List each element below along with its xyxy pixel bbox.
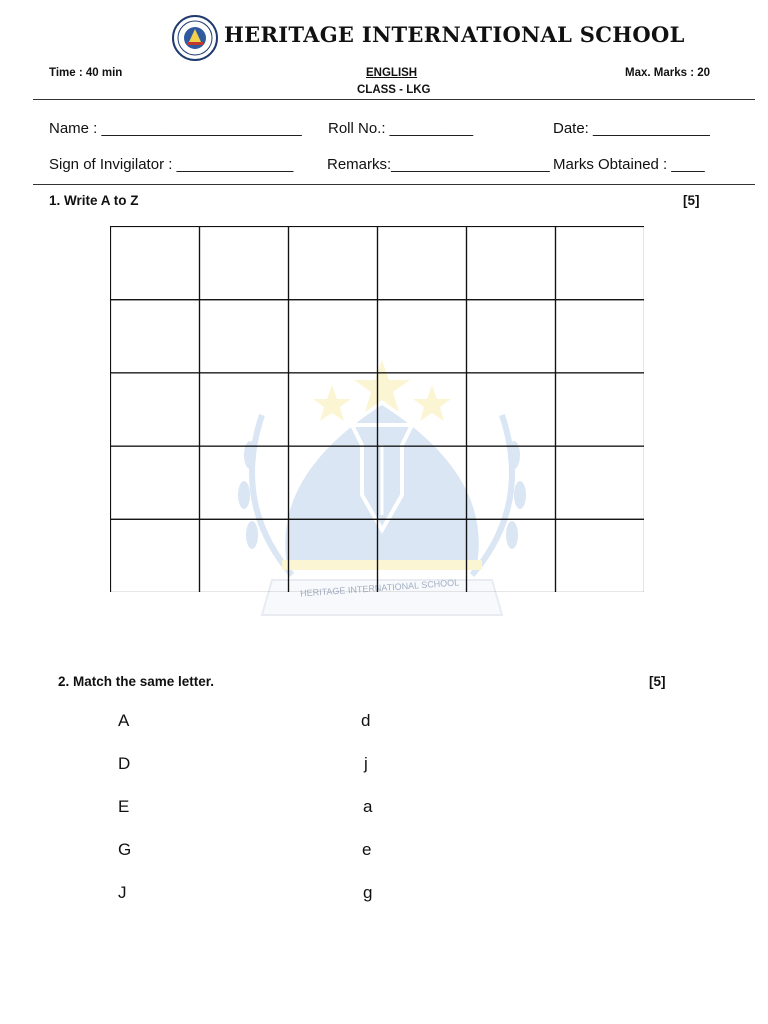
- school-logo-icon: [172, 15, 218, 61]
- right-letter: a: [363, 797, 373, 816]
- grid-cell: [556, 373, 645, 446]
- alphabet-writing-grid: [110, 226, 644, 592]
- grid-cell: [467, 446, 556, 519]
- grid-cell: [556, 300, 645, 373]
- grid-cell: [200, 227, 289, 300]
- name-field: Name : ________________________: [49, 120, 302, 137]
- right-letter: e: [362, 840, 372, 859]
- grid-cell: [467, 300, 556, 373]
- grid-cell: [289, 373, 378, 446]
- grid-cell: [289, 300, 378, 373]
- school-name: HERITAGE INTERNATIONAL SCHOOL: [224, 22, 685, 47]
- grid-cell: [467, 519, 556, 592]
- remarks-field: Remarks:___________________: [327, 156, 550, 173]
- invigilator-sign-field: Sign of Invigilator : ______________: [49, 156, 294, 173]
- left-letter: E: [118, 797, 130, 816]
- grid-cell: [289, 227, 378, 300]
- class-label: CLASS - LKG: [357, 84, 431, 96]
- grid-cell: [467, 373, 556, 446]
- subject-label: ENGLISH: [366, 67, 418, 79]
- grid-cell: [467, 227, 556, 300]
- grid-cell: [378, 519, 467, 592]
- grid-cell: [289, 446, 378, 519]
- grid-cell: [200, 519, 289, 592]
- left-letter: G: [118, 840, 132, 859]
- grid-cell: [200, 373, 289, 446]
- max-marks-label: Max. Marks : 20: [625, 67, 711, 79]
- grid-cell: [378, 373, 467, 446]
- grid-cell: [111, 373, 200, 446]
- grid-cell: [111, 300, 200, 373]
- grid-cell: [378, 446, 467, 519]
- time-label: Time : 40 min: [49, 67, 123, 79]
- question-1-title: 1. Write A to Z: [49, 193, 139, 208]
- date-field: Date: ______________: [553, 120, 710, 137]
- question-2-title: 2. Match the same letter.: [58, 674, 215, 689]
- grid-cell: [556, 519, 645, 592]
- watermark-text: HERITAGE INTERNATIONAL SCHOOL: [299, 577, 460, 599]
- grid-cell: [378, 300, 467, 373]
- question-2-marks: [5]: [649, 674, 666, 689]
- grid-cell: [200, 300, 289, 373]
- grid-cell: [111, 227, 200, 300]
- grid-cell: [200, 446, 289, 519]
- grid-cell: [378, 227, 467, 300]
- right-letter: g: [363, 883, 373, 902]
- grid-cell: [289, 519, 378, 592]
- grid-cell: [556, 446, 645, 519]
- left-letter: A: [118, 711, 130, 730]
- grid-cell: [556, 227, 645, 300]
- roll-no-field: Roll No.: __________: [328, 120, 474, 137]
- header-divider: [33, 99, 755, 100]
- left-letter: D: [118, 754, 131, 773]
- grid-cell: [111, 519, 200, 592]
- left-letter: J: [118, 883, 127, 902]
- right-letter: d: [361, 711, 371, 730]
- marks-obtained-field: Marks Obtained : ____: [553, 156, 705, 173]
- fields-divider: [33, 184, 755, 185]
- question-1-marks: [5]: [683, 193, 700, 208]
- right-letter: j: [364, 754, 368, 773]
- grid-cell: [111, 446, 200, 519]
